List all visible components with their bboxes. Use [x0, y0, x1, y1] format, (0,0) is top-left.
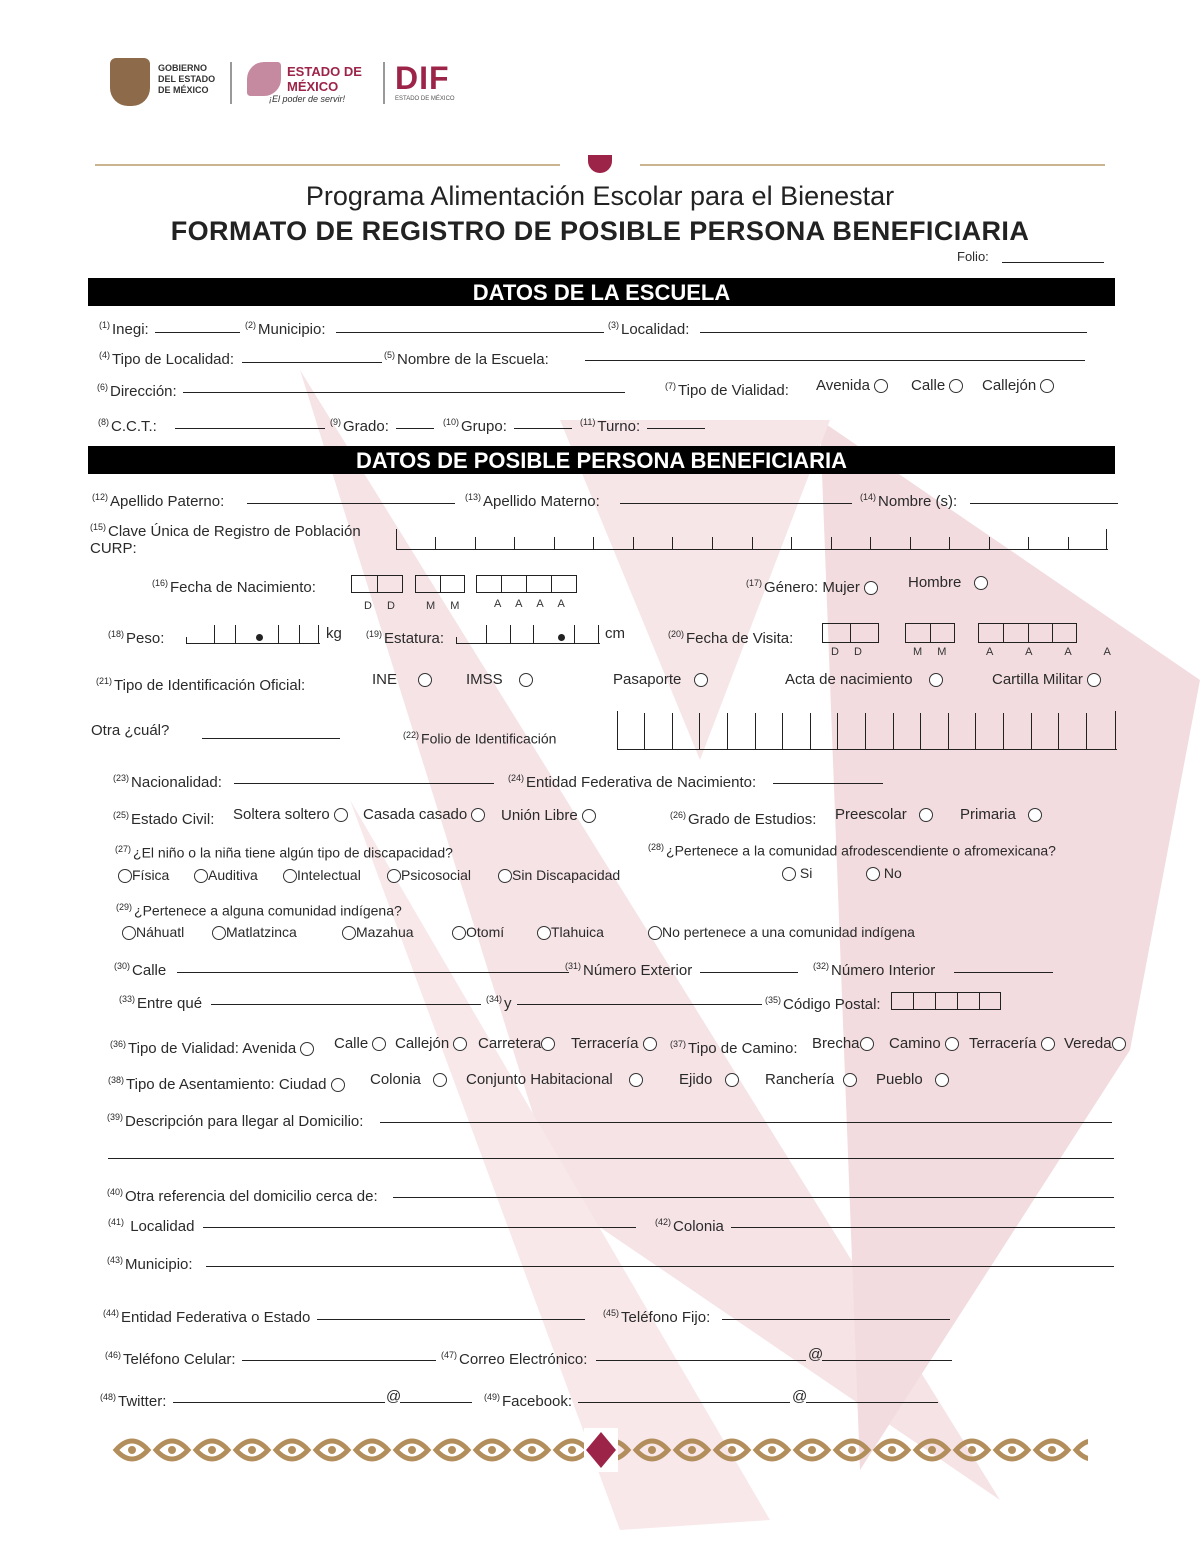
- radio-icon[interactable]: [629, 1073, 643, 1087]
- indigena-option[interactable]: Náhuatl: [122, 923, 184, 941]
- label-apellido-paterno: $^{(12)}$ Apellido Paterno:: [92, 492, 225, 510]
- radio-icon[interactable]: [541, 1037, 555, 1051]
- apellido-paterno-field[interactable]: [247, 503, 455, 504]
- label-localidad: $^{(3)}$ Localidad:: [608, 320, 690, 338]
- facebook-user-field[interactable]: [578, 1402, 790, 1403]
- twitter-domain-field[interactable]: [400, 1402, 472, 1403]
- indigena-option[interactable]: Matlatzinca: [212, 923, 297, 941]
- radio-icon[interactable]: [643, 1037, 657, 1051]
- estatura-field[interactable]: [456, 624, 600, 644]
- entidad-nac-field[interactable]: [773, 783, 883, 784]
- nacionalidad-field[interactable]: [234, 783, 494, 784]
- civil-option[interactable]: Casada casado: [363, 806, 485, 824]
- radio-icon[interactable]: [471, 808, 485, 822]
- radio-icon[interactable]: [1040, 379, 1054, 393]
- municipio-field[interactable]: [336, 332, 604, 333]
- curp-field[interactable]: [396, 530, 1108, 550]
- vialidad-option[interactable]: Callejón: [982, 377, 1054, 395]
- section-school: DATOS DE LA ESCUELA: [88, 278, 1115, 306]
- label-afro: $^{(28)}$ ¿Pertenece a la comunidad afrodescendiente o afromexicana?: [648, 842, 1056, 859]
- tel-cel-field[interactable]: [242, 1360, 436, 1361]
- civil-option[interactable]: Unión Libre: [501, 807, 596, 825]
- radio-icon[interactable]: [300, 1042, 314, 1056]
- radio-icon[interactable]: [118, 869, 132, 883]
- nombre-escuela-field[interactable]: [585, 360, 1085, 361]
- radio-icon[interactable]: [418, 673, 432, 687]
- descripcion-field[interactable]: [380, 1122, 1112, 1123]
- radio-icon[interactable]: [453, 1037, 467, 1051]
- dif-logo: DIF ESTADO DE MÉXICO: [395, 60, 455, 102]
- civil-option[interactable]: Soltera soltero: [233, 806, 348, 824]
- radio-icon[interactable]: [498, 869, 512, 883]
- birth-year-boxes[interactable]: [476, 575, 577, 593]
- radio-icon[interactable]: [919, 808, 933, 822]
- label-tipo-vialidad: $^{(7)}$ Tipo de Vialidad:: [665, 381, 789, 399]
- label-estatura: $^{(19)}$ Estatura:: [366, 629, 445, 647]
- radio-icon[interactable]: [929, 673, 943, 687]
- shield-icon: [110, 58, 150, 106]
- label-twitter: $^{(48)}$ Twitter:: [100, 1392, 167, 1410]
- vialidad-option[interactable]: Calle: [911, 377, 963, 395]
- num-ext-field[interactable]: [700, 972, 798, 973]
- radio-icon[interactable]: [648, 926, 662, 940]
- radio-icon[interactable]: [283, 869, 297, 883]
- asent-option[interactable]: Conjunto Habitacional: [466, 1071, 643, 1089]
- twitter-at: @: [386, 1388, 402, 1405]
- gov-logo: GOBIERNO DEL ESTADO DE MÉXICO: [110, 58, 220, 108]
- asent-option[interactable]: Ejido: [679, 1071, 739, 1089]
- program-title: Programa Alimentación Escolar para el Bienestar: [305, 181, 895, 211]
- id-option[interactable]: IMSS: [466, 671, 533, 689]
- municipio-field-2[interactable]: [206, 1266, 1114, 1267]
- cp-boxes[interactable]: [891, 992, 1001, 1010]
- folio-label: Folio:: [957, 249, 989, 264]
- label-tel-fijo: $^{(45)}$ Teléfono Fijo:: [603, 1308, 711, 1326]
- entidad-field[interactable]: [317, 1319, 585, 1320]
- afro-option[interactable]: Si: [782, 864, 812, 882]
- radio-icon[interactable]: [452, 926, 466, 940]
- date-hint-dd: D D: [831, 646, 868, 658]
- turno-field[interactable]: [647, 428, 705, 429]
- indigena-option[interactable]: Otomí: [452, 923, 504, 941]
- peso-field[interactable]: [186, 624, 320, 644]
- label-calle: $^{(30)}$ Calle: [114, 961, 167, 979]
- id-option[interactable]: INE: [372, 671, 432, 689]
- flower-icon: [247, 62, 281, 96]
- disc-option[interactable]: Auditiva: [194, 866, 258, 884]
- asent-option[interactable]: Ranchería: [765, 1071, 857, 1089]
- kg-unit: kg: [326, 625, 342, 642]
- label-estado-civil: $^{(25)}$ Estado Civil:: [113, 810, 215, 828]
- tipo-localidad-field[interactable]: [242, 362, 382, 363]
- decimal-dot-icon: [558, 634, 565, 641]
- cm-unit: cm: [605, 625, 625, 642]
- date-hint-aaaa: A A A A: [986, 646, 1126, 658]
- otra-field[interactable]: [202, 738, 340, 739]
- colonia-field[interactable]: [731, 1227, 1115, 1228]
- label-nombre-escuela: $^{(5)}$ Nombre de la Escuela:: [384, 350, 549, 368]
- date-hint-mm: M M: [426, 600, 466, 612]
- radio-icon[interactable]: [582, 809, 596, 823]
- radio-icon[interactable]: [1028, 808, 1042, 822]
- correo-at: @: [808, 1346, 824, 1363]
- facebook-at: @: [792, 1388, 808, 1405]
- edomex-logo: ESTADO DE MÉXICO ¡El poder de servir!: [243, 58, 373, 108]
- id-option[interactable]: Cartilla Militar: [992, 671, 1101, 689]
- radio-icon[interactable]: [519, 673, 533, 687]
- section-person: DATOS DE POSIBLE PERSONA BENEFICIARIA: [88, 446, 1115, 474]
- label-tipo-asentamiento: $^{(38)}$ Tipo de Asentamiento: Ciudad: [108, 1071, 345, 1094]
- folio-field[interactable]: [1002, 262, 1104, 263]
- label-turno: $^{(11)}$ Turno:: [580, 417, 641, 435]
- visit-year-boxes[interactable]: [978, 623, 1077, 643]
- decimal-dot-icon: [256, 634, 263, 641]
- disc-option[interactable]: Física: [118, 866, 169, 884]
- vial-option[interactable]: Calle: [334, 1035, 386, 1053]
- radio-icon[interactable]: [949, 379, 963, 393]
- num-int-field[interactable]: [954, 972, 1053, 973]
- label-tipo-vialidad-2: $^{(36)}$ Tipo de Vialidad: Avenida: [110, 1035, 314, 1058]
- disc-option[interactable]: Psicosocial: [387, 866, 471, 884]
- label-cp: $^{(35)}$ Código Postal:: [765, 995, 881, 1013]
- label-correo: $^{(47)}$ Correo Electrónico:: [441, 1350, 588, 1368]
- radio-icon[interactable]: [122, 926, 136, 940]
- id-option[interactable]: Pasaporte: [613, 671, 708, 689]
- label-colonia: $^{(42)}$ Colonia: [655, 1217, 724, 1235]
- radio-icon[interactable]: [725, 1073, 739, 1087]
- calle-field[interactable]: [177, 972, 569, 973]
- genero-option[interactable]: Hombre: [908, 574, 988, 592]
- label-entidad: $^{(44)}$ Entidad Federativa o Estado: [103, 1308, 311, 1326]
- label-entidad-nac: $^{(24)}$ Entidad Federativa de Nacimiento:: [508, 773, 757, 791]
- label-folio-id: $^{(22)}$ Folio de Identificación: [403, 730, 557, 747]
- asent-option[interactable]: Colonia: [370, 1071, 447, 1089]
- radio-icon[interactable]: [433, 1073, 447, 1087]
- estudios-option[interactable]: Preescolar: [835, 806, 933, 824]
- indigena-option[interactable]: Mazahua: [342, 923, 414, 941]
- apellido-materno-field[interactable]: [620, 503, 852, 504]
- label-curp: $^{(15)}$ Clave Única de Registro de Población: [90, 522, 361, 540]
- label-grado-estudios: $^{(26)}$ Grado de Estudios:: [670, 810, 817, 828]
- radio-icon[interactable]: [387, 869, 401, 883]
- label-otra-ref: $^{(40)}$ Otra referencia del domicilio cerca de:: [107, 1187, 378, 1205]
- label-peso: $^{(18)}$ Peso:: [108, 629, 165, 647]
- inegi-field[interactable]: [155, 332, 240, 333]
- radio-icon[interactable]: [694, 673, 708, 687]
- radio-icon[interactable]: [1112, 1037, 1126, 1051]
- grupo-field[interactable]: [514, 428, 572, 429]
- radio-icon[interactable]: [860, 1037, 874, 1051]
- label-num-int: $^{(32)}$ Número Interior: [813, 961, 936, 979]
- asent-option[interactable]: Pueblo: [876, 1071, 949, 1089]
- ornament-line: [95, 164, 560, 166]
- nombre-field[interactable]: [970, 503, 1118, 504]
- grado-field[interactable]: [396, 428, 434, 429]
- label-apellido-materno: $^{(13)}$ Apellido Materno:: [465, 492, 600, 510]
- date-hint-mm: M M: [913, 646, 953, 658]
- vial-option[interactable]: Terracería: [571, 1035, 657, 1053]
- vial-option[interactable]: Carretera: [478, 1035, 555, 1053]
- indigena-option[interactable]: No pertenece a una comunidad indígena: [648, 923, 915, 941]
- vial-option[interactable]: Callejón: [395, 1035, 467, 1053]
- afro-option[interactable]: No: [866, 864, 902, 882]
- camino-option[interactable]: Vereda: [1064, 1035, 1126, 1053]
- localidad-field[interactable]: [700, 332, 1087, 333]
- facebook-domain-field[interactable]: [806, 1402, 938, 1403]
- footer-ornament: [112, 1428, 1088, 1472]
- label-inegi: $^{(1)}$ Inegi:: [99, 320, 149, 338]
- label-cct: $^{(8)}$ C.C.T.:: [98, 417, 157, 435]
- vialidad-option[interactable]: Avenida: [816, 377, 888, 395]
- label-tipo-id: $^{(21)}$ Tipo de Identificación Oficial:: [96, 676, 306, 694]
- localidad-field-2[interactable]: [203, 1227, 636, 1228]
- radio-icon[interactable]: [372, 1037, 386, 1051]
- radio-icon[interactable]: [864, 581, 878, 595]
- label-entre: $^{(33)}$ Entre qué: [119, 994, 203, 1012]
- label-municipio-2: $^{(43)}$ Municipio:: [107, 1255, 193, 1273]
- indigena-option[interactable]: Tlahuica: [537, 923, 604, 941]
- correo-domain-field[interactable]: [822, 1360, 952, 1361]
- header-divider: [230, 62, 232, 104]
- ornament-line: [640, 164, 1105, 166]
- correo-user-field[interactable]: [596, 1360, 806, 1361]
- radio-icon[interactable]: [334, 808, 348, 822]
- label-tipo-localidad: $^{(4)}$ Tipo de Localidad:: [99, 350, 235, 368]
- label-nombre: $^{(14)}$ Nombre (s):: [860, 492, 958, 510]
- label-facebook: $^{(49)}$ Facebook:: [484, 1392, 573, 1410]
- entre-field[interactable]: [211, 1004, 481, 1005]
- label-descripcion: $^{(39)}$ Descripción para llegar al Domicilio:: [107, 1112, 364, 1130]
- label-grado: $^{(9)}$ Grado:: [330, 417, 389, 435]
- label-y: $^{(34)}$ y: [486, 994, 512, 1012]
- radio-icon[interactable]: [935, 1073, 949, 1087]
- label-municipio: $^{(2)}$ Municipio:: [245, 320, 326, 338]
- camino-option[interactable]: Brecha: [812, 1035, 874, 1053]
- camino-option[interactable]: Camino: [889, 1035, 959, 1053]
- label-fecha-visita: $^{(20)}$ Fecha de Visita:: [668, 629, 794, 647]
- twitter-user-field[interactable]: [173, 1402, 385, 1403]
- estudios-option[interactable]: Primaria: [960, 806, 1042, 824]
- radio-icon[interactable]: [1087, 673, 1101, 687]
- header-divider: [383, 62, 385, 104]
- disc-option[interactable]: Intelectual: [283, 866, 361, 884]
- radio-icon[interactable]: [974, 576, 988, 590]
- label-num-ext: $^{(31)}$ Número Exterior: [565, 961, 693, 979]
- radio-icon[interactable]: [782, 867, 796, 881]
- date-hint-aaaa: A A A A: [494, 598, 571, 610]
- label-genero: $^{(17)}$ Género: Mujer: [746, 574, 878, 597]
- radio-icon[interactable]: [866, 867, 880, 881]
- cct-field[interactable]: [175, 428, 325, 429]
- y-field[interactable]: [517, 1004, 762, 1005]
- label-tipo-camino: $^{(37)}$ Tipo de Camino:: [670, 1039, 798, 1057]
- label-grupo: $^{(10)}$ Grupo:: [443, 417, 507, 435]
- label-nacionalidad: $^{(23)}$ Nacionalidad:: [113, 773, 222, 791]
- form-title: FORMATO DE REGISTRO DE POSIBLE PERSONA BENEFICIARIA: [170, 216, 1030, 246]
- visit-month-boxes[interactable]: [905, 623, 955, 643]
- label-otra: Otra ¿cuál?: [91, 722, 170, 739]
- folio-id-field[interactable]: [617, 712, 1117, 750]
- label-fecha-nacimiento: $^{(16)}$ Fecha de Nacimiento:: [152, 578, 316, 596]
- label-tel-cel: $^{(46)}$ Teléfono Celular:: [105, 1350, 236, 1368]
- otra-ref-field[interactable]: [393, 1197, 1114, 1198]
- birth-day-boxes[interactable]: [351, 575, 403, 593]
- descripcion-field-2[interactable]: [108, 1158, 1114, 1159]
- radio-icon[interactable]: [1041, 1037, 1055, 1051]
- date-hint-dd: D D: [364, 600, 401, 612]
- tel-fijo-field[interactable]: [722, 1319, 950, 1320]
- radio-icon[interactable]: [945, 1037, 959, 1051]
- birth-month-boxes[interactable]: [415, 575, 465, 593]
- radio-icon[interactable]: [537, 926, 551, 940]
- camino-option[interactable]: Terracería: [969, 1035, 1055, 1053]
- label-curp-short: CURP:: [90, 540, 137, 557]
- radio-icon[interactable]: [342, 926, 356, 940]
- visit-day-boxes[interactable]: [822, 623, 879, 643]
- radio-icon[interactable]: [874, 379, 888, 393]
- id-option[interactable]: Acta de nacimiento: [785, 671, 943, 689]
- radio-icon[interactable]: [212, 926, 226, 940]
- label-localidad-2: $^{(41)}$ Localidad: [108, 1217, 195, 1235]
- label-discapacidad: $^{(27)}$ ¿El niño o la niña tiene algún tipo de discapacidad?: [115, 844, 453, 861]
- disc-option[interactable]: Sin Discapacidad: [498, 866, 620, 884]
- label-direccion: $^{(6)}$ Dirección:: [97, 382, 177, 400]
- radio-icon[interactable]: [331, 1078, 345, 1092]
- radio-icon[interactable]: [843, 1073, 857, 1087]
- label-indigena: $^{(29)}$ ¿Pertenece a alguna comunidad indígena?: [116, 902, 402, 919]
- direccion-field[interactable]: [183, 392, 625, 393]
- radio-icon[interactable]: [194, 869, 208, 883]
